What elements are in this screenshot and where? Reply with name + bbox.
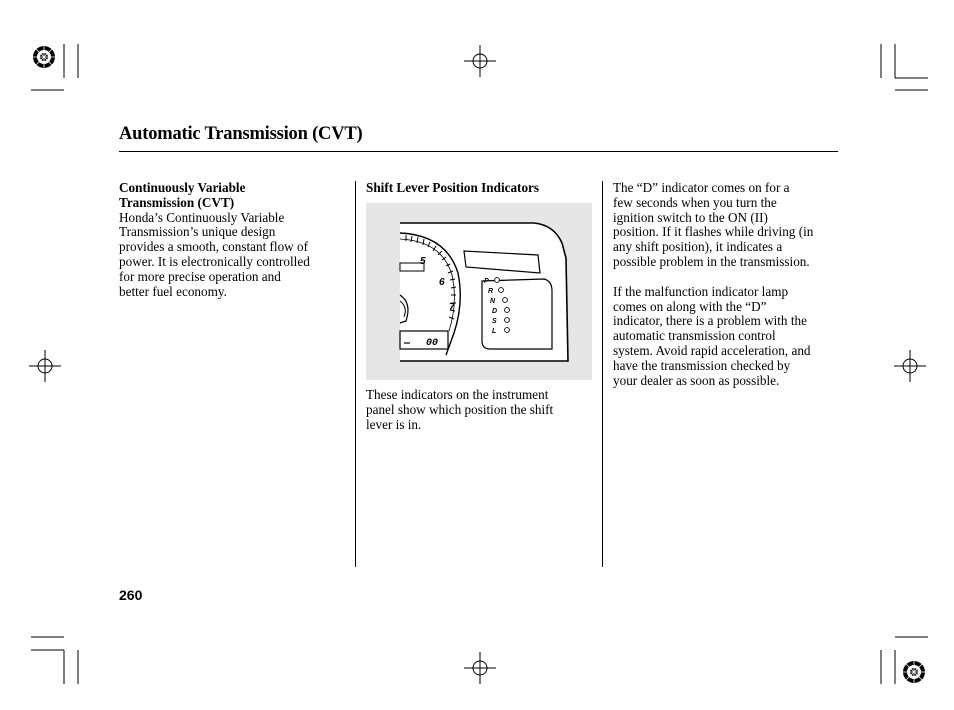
gear-letter: D: [492, 308, 498, 315]
display-readout: 00: [426, 338, 439, 349]
d-indicator-line: The “D” indicator comes on for a: [613, 180, 790, 195]
cvt-body-line: Transmission’s unique design: [119, 224, 276, 240]
column-1: [119, 181, 349, 299]
column-divider-2: [602, 181, 603, 567]
cvt-heading-line1: Continuously Variable: [119, 180, 246, 195]
gear-lamp: [499, 288, 504, 293]
instrument-cluster-drawing: [366, 203, 592, 380]
malfunction-line: comes on along with the “D”: [613, 298, 767, 314]
gear-letter: N: [490, 298, 496, 305]
cvt-body-line: better fuel economy.: [119, 283, 227, 299]
column-3: [613, 181, 845, 388]
gear-letter: L: [492, 328, 497, 335]
cvt-body-line: Honda’s Continuously Variable: [119, 209, 285, 225]
malfunction-line: your dealer as soon as possible.: [613, 372, 780, 388]
caption-line: panel show which position the shift: [366, 401, 554, 417]
gear-lamp: [503, 298, 508, 303]
illustration-caption: [366, 388, 596, 432]
gear-lamp: [505, 308, 510, 313]
cvt-body-line: power. It is electronically controlled: [119, 253, 310, 269]
cvt-heading-line2: Transmission (CVT): [119, 194, 235, 210]
malfunction-line: system. Avoid rapid acceleration, and: [613, 342, 811, 358]
caption-line: lever is in.: [366, 416, 422, 432]
d-indicator-line: any shift position), it indicates a: [613, 239, 783, 255]
cvt-body-line: for more precise operation and: [119, 268, 281, 284]
d-indicator-line: few seconds when you turn the: [613, 194, 777, 210]
gear-lamp: [495, 278, 500, 283]
instrument-panel-illustration: [366, 203, 592, 380]
gear-lamp: [505, 328, 510, 333]
gauge-number: 7: [449, 302, 455, 313]
d-indicator-line: position. If it flashes while driving (in: [613, 224, 814, 240]
gear-letter: S: [492, 318, 497, 325]
caption-line: These indicators on the instrument: [366, 387, 549, 402]
malfunction-line: indicator, there is a problem with the: [613, 313, 807, 329]
gauge-number: 5: [420, 256, 426, 267]
cvt-body-line: provides a smooth, constant flow of: [119, 239, 308, 255]
d-indicator-line: ignition switch to the ON (II): [613, 209, 768, 225]
malfunction-line: automatic transmission control: [613, 328, 776, 344]
malfunction-line: have the transmission checked by: [613, 357, 791, 373]
gear-letter: R: [488, 288, 494, 295]
d-indicator-line: possible problem in the transmission.: [613, 253, 810, 269]
gear-lamp: [505, 318, 510, 323]
column-2-heading-block: [366, 181, 596, 196]
gear-letter: P: [484, 278, 489, 285]
shift-indicator-heading: Shift Lever Position Indicators: [366, 180, 540, 195]
paragraph-gap: [613, 270, 845, 285]
page-number: 260: [119, 587, 143, 603]
title-rule: [119, 151, 838, 152]
page-title: Automatic Transmission (CVT): [119, 124, 363, 144]
column-divider-1: [355, 181, 356, 567]
gauge-number: 6: [439, 277, 445, 288]
malfunction-line: If the malfunction indicator lamp: [613, 283, 789, 299]
